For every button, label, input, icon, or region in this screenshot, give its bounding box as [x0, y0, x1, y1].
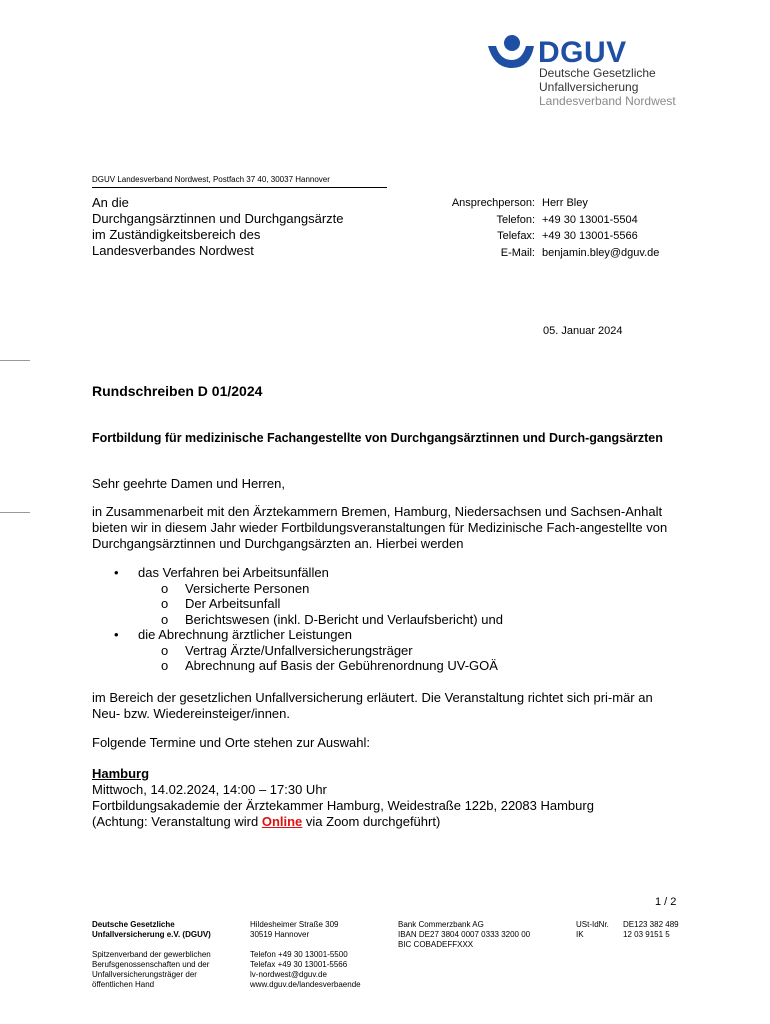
sub-bullet-icon: o — [161, 658, 169, 673]
footer-phone: Telefon +49 30 13001-5500 — [250, 950, 348, 959]
footer-tax-label: USt-IdNr. — [576, 920, 609, 929]
contact-label: Ansprechperson: — [451, 197, 535, 209]
contact-block — [420, 195, 659, 261]
recipient-line: An die — [92, 195, 129, 210]
footer-bank-line: BIC COBADEFFXXX — [398, 940, 474, 949]
logo-wordmark: DGUV — [538, 36, 627, 69]
sub-list-item — [92, 596, 503, 612]
footer-org-desc: Berufsgenossenschaften und der — [92, 960, 210, 969]
sub-list-item-text: Abrechnung auf Basis der Gebührenordnung UV-GOÄ — [185, 658, 498, 673]
venue-block — [92, 766, 594, 830]
subject-line: Fortbildung für medizinische Fachangestellte von Durchgangsärztinnen und Durch-gangsärzten — [92, 431, 663, 445]
list-item — [92, 627, 503, 643]
footer-fax: Telefax +49 30 13001-5566 — [250, 960, 348, 969]
contact-label: Telefax: — [497, 230, 535, 242]
salutation: Sehr geehrte Damen und Herren, — [92, 476, 285, 491]
footer-org-desc: öffentlichen Hand — [92, 980, 155, 989]
recipient-line: im Zuständigkeitsbereich des — [92, 227, 261, 242]
sub-bullet-icon: o — [161, 642, 169, 658]
circular-title: Rundschreiben D 01/2024 — [92, 383, 263, 399]
contact-label: E-Mail: — [500, 246, 535, 259]
footer-tax-labels — [576, 920, 609, 940]
fold-mark-top — [0, 360, 30, 361]
dguv-logo-icon — [486, 34, 534, 72]
sub-list-item — [92, 643, 503, 659]
contact-row — [420, 212, 659, 229]
sub-bullet-icon: o — [161, 596, 169, 611]
contact-row — [420, 195, 659, 212]
sub-list-item-text: Der Arbeitsunfall — [185, 596, 281, 611]
dates-intro: Folgende Termine und Orte stehen zur Auswahl: — [92, 735, 370, 750]
online-link[interactable]: Online — [261, 814, 303, 829]
sub-bullet-icon: o — [161, 580, 169, 596]
venue-city: Hamburg — [92, 766, 150, 781]
venue-note-prefix: (Achtung: Veranstaltung wird — [92, 814, 262, 829]
footer-website[interactable]: www.dguv.de/landesverbaende — [250, 980, 361, 989]
list-item-text: das Verfahren bei Arbeitsunfällen — [138, 565, 329, 580]
footer-tax-value: DE123 382 489 — [623, 920, 679, 929]
return-address: DGUV Landesverband Nordwest, Postfach 37 40, 30037 Hannover — [92, 175, 387, 188]
footer-bank — [398, 920, 530, 950]
sub-list-item-text: Versicherte Personen — [185, 580, 310, 596]
sub-list-item — [92, 658, 503, 674]
contact-row — [420, 228, 659, 245]
contact-value: +49 30 13001-5566 — [542, 230, 638, 242]
contact-row — [420, 245, 659, 262]
footer-tax-values — [623, 920, 679, 940]
venue-datetime: Mittwoch, 14.02.2024, 14:00 – 17:30 Uhr — [92, 782, 327, 797]
sub-list-item-text: Vertrag Ärzte/Unfallversicherungsträger — [185, 642, 413, 658]
venue-note — [92, 814, 594, 830]
intro-paragraph: in Zusammenarbeit mit den Ärztekammern Bremen, Hamburg, Niedersachsen und Sachsen-Anhalt bieten wir in diesem Jahr wieder Fortbildungsveranstaltungen für Medizinische Fach-angestellte von Durchgangsärztinnen und Durchgangsärzten an. Hierbei werden — [92, 504, 668, 551]
bullet-icon: • — [114, 627, 119, 642]
page-number: 1 / 2 — [655, 896, 677, 908]
footer-address-line: Hildesheimer Straße 309 — [250, 920, 339, 929]
sub-bullet-icon: o — [161, 611, 169, 627]
footer-tax-label: IK — [576, 930, 584, 939]
footer-org-name: Unfallversicherung e.V. (DGUV) — [92, 930, 211, 939]
fold-mark-middle — [0, 512, 30, 513]
footer-email[interactable]: lv-nordwest@dguv.de — [250, 970, 327, 979]
logo-line-3: Landesverband Nordwest — [539, 94, 676, 108]
footer-org-name: Deutsche Gesetzliche — [92, 920, 175, 929]
bullet-icon: • — [114, 565, 119, 580]
topic-list — [92, 565, 503, 674]
sub-list-item — [92, 581, 503, 597]
venue-note-suffix: via Zoom durchgeführt) — [302, 814, 441, 829]
contact-value: +49 30 13001-5504 — [542, 213, 638, 226]
contact-value: Herr Bley — [542, 197, 588, 209]
scope-paragraph: im Bereich der gesetzlichen Unfallversicherung erläutert. Die Veranstaltung richtet sich pri-mär an Neu- bzw. Wiedereinsteiger/innen. — [92, 690, 653, 721]
venue-location: Fortbildungsakademie der Ärztekammer Hamburg, Weidestraße 122b, 22083 Hamburg — [92, 798, 594, 813]
footer-address-line: 30519 Hannover — [250, 930, 310, 939]
footer-org-desc: Spitzenverband der gewerblichen — [92, 950, 211, 959]
contact-label: Telefon: — [496, 213, 535, 226]
contact-email[interactable]: benjamin.bley@dguv.de — [542, 246, 660, 259]
recipient-line: Landesverbandes Nordwest — [92, 243, 254, 258]
logo-line-2: Unfallversicherung — [539, 80, 639, 94]
logo-subtitle — [539, 66, 676, 108]
recipient-address — [92, 195, 344, 259]
logo-line-1: Deutsche Gesetzliche — [539, 66, 656, 80]
letter-date: 05. Januar 2024 — [543, 325, 623, 337]
list-item — [92, 565, 503, 581]
footer-tax-value: 12 03 9151 5 — [623, 930, 670, 939]
sub-list-item — [92, 612, 503, 628]
list-item-text: die Abrechnung ärztlicher Leistungen — [138, 627, 352, 642]
footer-org-desc: Unfallversicherungsträger der — [92, 970, 197, 979]
footer-org — [92, 920, 211, 990]
sub-list-item-text: Berichtswesen (inkl. D-Bericht und Verlaufsbericht) und — [185, 611, 503, 627]
footer-bank-line: IBAN DE27 3804 0007 0333 3200 00 — [398, 930, 531, 939]
footer-bank-line: Bank Commerzbank AG — [398, 920, 484, 929]
recipient-line: Durchgangsärztinnen und Durchgangsärzte — [92, 211, 344, 226]
footer-address — [250, 920, 361, 990]
